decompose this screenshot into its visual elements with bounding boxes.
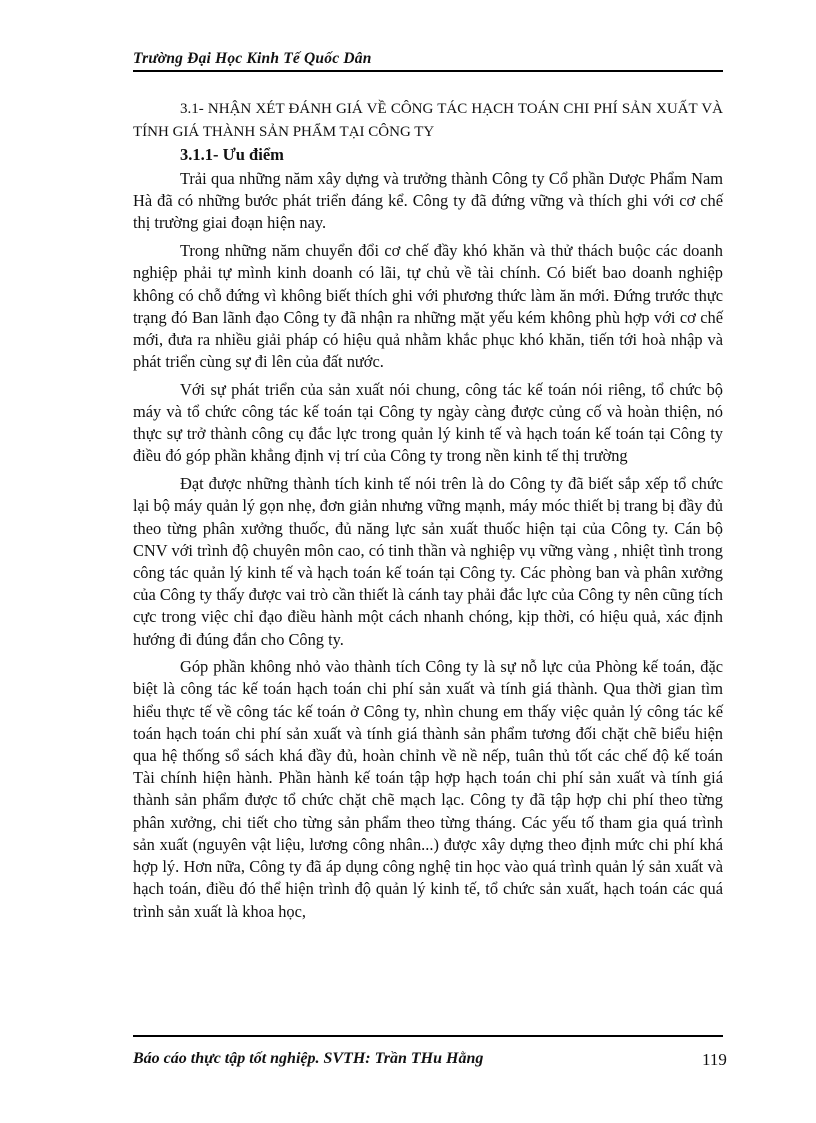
paragraph: Đạt được những thành tích kinh tế nói trên là do Công ty đã biết sắp xếp tổ chức lại bộ máy quản lý gọn nhẹ, đơn giản nhưng vững mạnh, máy móc thiết bị trang bị đầy đủ theo từng phân xưởng thuốc, đủ năng lực sản xuất thuốc hiện tại của Công ty. Cán bộ CNV với trình độ chuyên môn cao, có tinh thần và nghiệp vụ vững vàng , nhiệt tình trong công tác quản lý kinh tế và hạch toán kế toán tại Công ty. Các phòng ban và phân xưởng của Công ty thấy được vai trò cần thiết là cánh tay phải đắc lực của Công ty nên cũng tích cực trong việc chỉ đạo điều hành một cách nhanh chóng, kịp thời, có hiệu quả, xác định hướng đi đúng đắn cho Công ty.: [133, 474, 723, 649]
paragraph: Trải qua những năm xây dựng và trưởng thành Công ty Cổ phần Dược Phẩm Nam Hà đã có những bước phát triển đáng kể. Công ty đã đứng vững và thích ghi với cơ chế thị trường giai đoạn hiện nay.: [133, 169, 723, 233]
section-title: [133, 98, 723, 144]
page-header: [133, 50, 723, 68]
paragraph: Với sự phát triển của sản xuất nói chung, công tác kế toán nói riêng, tổ chức bộ máy và tổ chức công tác kế toán tại Công ty ngày càng được củng cố và hoàn thiện, nó thực sự trở thành công cụ đắc lực trong quản lý kinh tế và hạch toán kế toán tại Công ty điều đó góp phần khẳng định vị trí của Công ty trong nền kinh tế thị trường: [133, 379, 723, 466]
page-number: 119: [702, 1050, 727, 1069]
document-body: [133, 98, 723, 928]
paragraph: Góp phần không nhỏ vào thành tích Công ty là sự nỗ lực của Phòng kế toán, đặc biệt là công tác kế toán hạch toán chi phí sản xuất và tính giá thành. Qua thời gian tìm hiểu thực tế về công tác kế toán ở Công ty, nhìn chung em thấy việc quản lý công tác kế toán hạch toán chi phí sản xuất và tính giá thành sản phẩm tương đối chặt chẽ biểu hiện qua hệ thống sổ sách khá đầy đủ, hoàn chỉnh về nề nếp, tuân thủ tốt các chế độ kế toán Tài chính hiện hành. Phần hành kế toán tập hợp hạch toán chi phí sản xuất và tính giá thành sản phẩm được tổ chức chặt chẽ mạch lạc. Công ty đã tập hợp chi phí theo từng phân xưởng, chi tiết cho từng sản phẩm theo từng tháng. Các yếu tố tham gia quá trình sản xuất (nguyên vật liệu, lương công nhân...) được xây dựng theo định mức chi phí khá hợp lý. Hơn nữa, Công ty đã áp dụng công nghệ tin học vào quá trình quản lý sản xuất và hạch toán, điều đó thể hiện trình độ quản lý kinh tế, tổ chức sản xuất, hạch toán các quá trình sản xuất là khoa học,: [133, 657, 723, 921]
section-title-text: 3.1- NHẬN XÉT ĐÁNH GIÁ VỀ CÔNG TÁC HẠCH TOÁN CHI PHÍ SẢN XUẤT VÀ TÍNH GIÁ THÀNH SẢN PHẨM TẠI CÔNG TY: [133, 101, 723, 140]
paragraph: Trong những năm chuyển đổi cơ chế đầy khó khăn và thử thách buộc các doanh nghiệp phải tự mình kinh doanh có lãi, tự chủ về tài chính. Có biết bao doanh nghiệp không có chỗ đứng vì không biết thích ghi với phương thức làm ăn mới. Đứng trước thực trạng đó Ban lãnh đạo Công ty đã nhận ra những mặt yếu kém không phù hợp với cơ chế mới, đưa ra nhiều giải pháp có hiệu quả nhằm khắc phục khó khăn, tiến tới hoà nhập và phát triển cùng sự đi lên của đất nước.: [133, 241, 723, 372]
footer-text: Báo cáo thực tập tốt nghiệp. SVTH: Trần THu Hằng: [133, 1050, 484, 1067]
header-title: Trường Đại Học Kinh Tế Quốc Dân: [133, 50, 372, 67]
header-rule: [133, 70, 723, 72]
footer-rule: [133, 1035, 723, 1037]
subsection-title: 3.1.1- Ưu điểm: [180, 145, 284, 164]
